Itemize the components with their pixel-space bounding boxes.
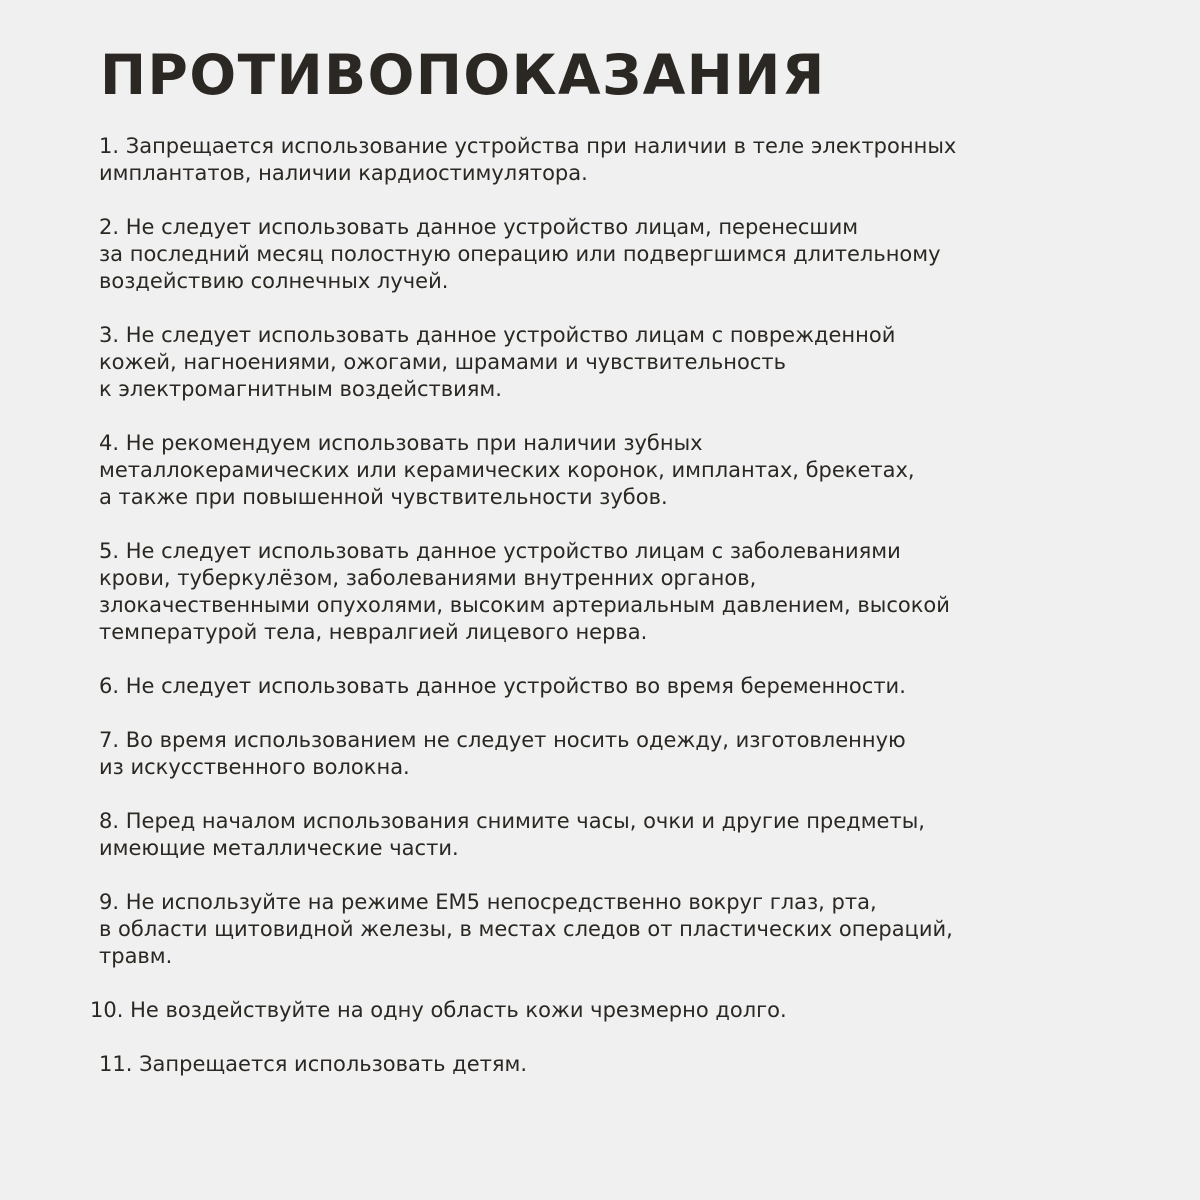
item-number: 9. — [99, 890, 120, 914]
list-item — [99, 430, 1119, 511]
list-item — [99, 538, 1119, 646]
list-item — [99, 214, 1119, 295]
item-text: Не следует использовать данное устройство лицам с заболеваниями — [125, 539, 901, 563]
item-text: Не используйте на режиме EM5 непосредственно вокруг глаз, рта, — [125, 890, 877, 914]
item-number: 2. — [99, 215, 120, 239]
item-number: 1. — [99, 134, 120, 158]
list-item — [90, 997, 1110, 1024]
item-text: имплантатов, наличии кардиостимулятора. — [99, 161, 588, 185]
list-item — [99, 808, 1119, 862]
list-item — [99, 673, 1119, 700]
item-number: 7. — [99, 728, 120, 752]
item-line — [99, 214, 1119, 241]
item-line — [99, 1051, 1119, 1078]
item-text: Не следует использовать данное устройство лицам, перенесшим — [125, 215, 859, 239]
item-line — [99, 538, 1119, 565]
item-number: 5. — [99, 539, 120, 563]
item-text: имеющие металлические части. — [99, 836, 459, 860]
page-title: ПРОТИВОПОКАЗАНИЯ — [100, 43, 826, 107]
item-text: в области щитовидной железы, в местах следов от пластических операций, — [99, 917, 953, 941]
item-text: воздействию солнечных лучей. — [99, 269, 449, 293]
item-line — [99, 808, 1119, 835]
list-item — [99, 1051, 1119, 1078]
item-text: Не воздействуйте на одну область кожи чрезмерно долго. — [130, 998, 787, 1022]
item-text: Запрещается использовать детям. — [139, 1052, 527, 1076]
item-number: 8. — [99, 809, 120, 833]
item-text: температурой тела, невралгией лицевого нерва. — [99, 620, 648, 644]
item-text: за последний месяц полостную операцию или подвергшимся длительному — [99, 242, 941, 266]
item-text: Запрещается использование устройства при наличии в теле электронных — [125, 134, 957, 158]
item-text: к электромагнитным воздействиям. — [99, 377, 502, 401]
list-item — [99, 727, 1119, 781]
item-line — [99, 673, 1119, 700]
item-number: 3. — [99, 323, 120, 347]
list-item — [99, 322, 1119, 403]
item-number: 10. — [90, 998, 124, 1022]
item-line — [99, 430, 1119, 457]
item-text: злокачественными опухолями, высоким артериальным давлением, высокой — [99, 593, 950, 617]
item-text: Не следует использовать данное устройство во время беременности. — [125, 674, 906, 698]
item-text: кожей, нагноениями, ожогами, шрамами и чувствительность — [99, 350, 787, 374]
item-text: Во время использованием не следует носить одежду, изготовленную — [125, 728, 906, 752]
list-item — [99, 889, 1119, 970]
item-number: 6. — [99, 674, 120, 698]
item-line — [99, 727, 1119, 754]
item-line — [99, 322, 1119, 349]
item-text: Не рекомендуем использовать при наличии зубных — [125, 431, 703, 455]
item-text: травм. — [99, 944, 173, 968]
item-number: 11. — [99, 1052, 133, 1076]
list-item — [99, 133, 1119, 187]
item-number: 4. — [99, 431, 120, 455]
item-line — [90, 997, 1110, 1024]
item-text: а также при повышенной чувствительности зубов. — [99, 485, 668, 509]
item-text: металлокерамических или керамических коронок, имплантах, брекетах, — [99, 458, 915, 482]
item-text: Перед началом использования снимите часы, очки и другие предметы, — [125, 809, 925, 833]
item-text: Не следует использовать данное устройство лицам с поврежденной — [125, 323, 896, 347]
item-line — [99, 889, 1119, 916]
item-line — [99, 133, 1119, 160]
item-text: крови, туберкулёзом, заболеваниями внутренних органов, — [99, 566, 757, 590]
item-text: из искусственного волокна. — [99, 755, 410, 779]
